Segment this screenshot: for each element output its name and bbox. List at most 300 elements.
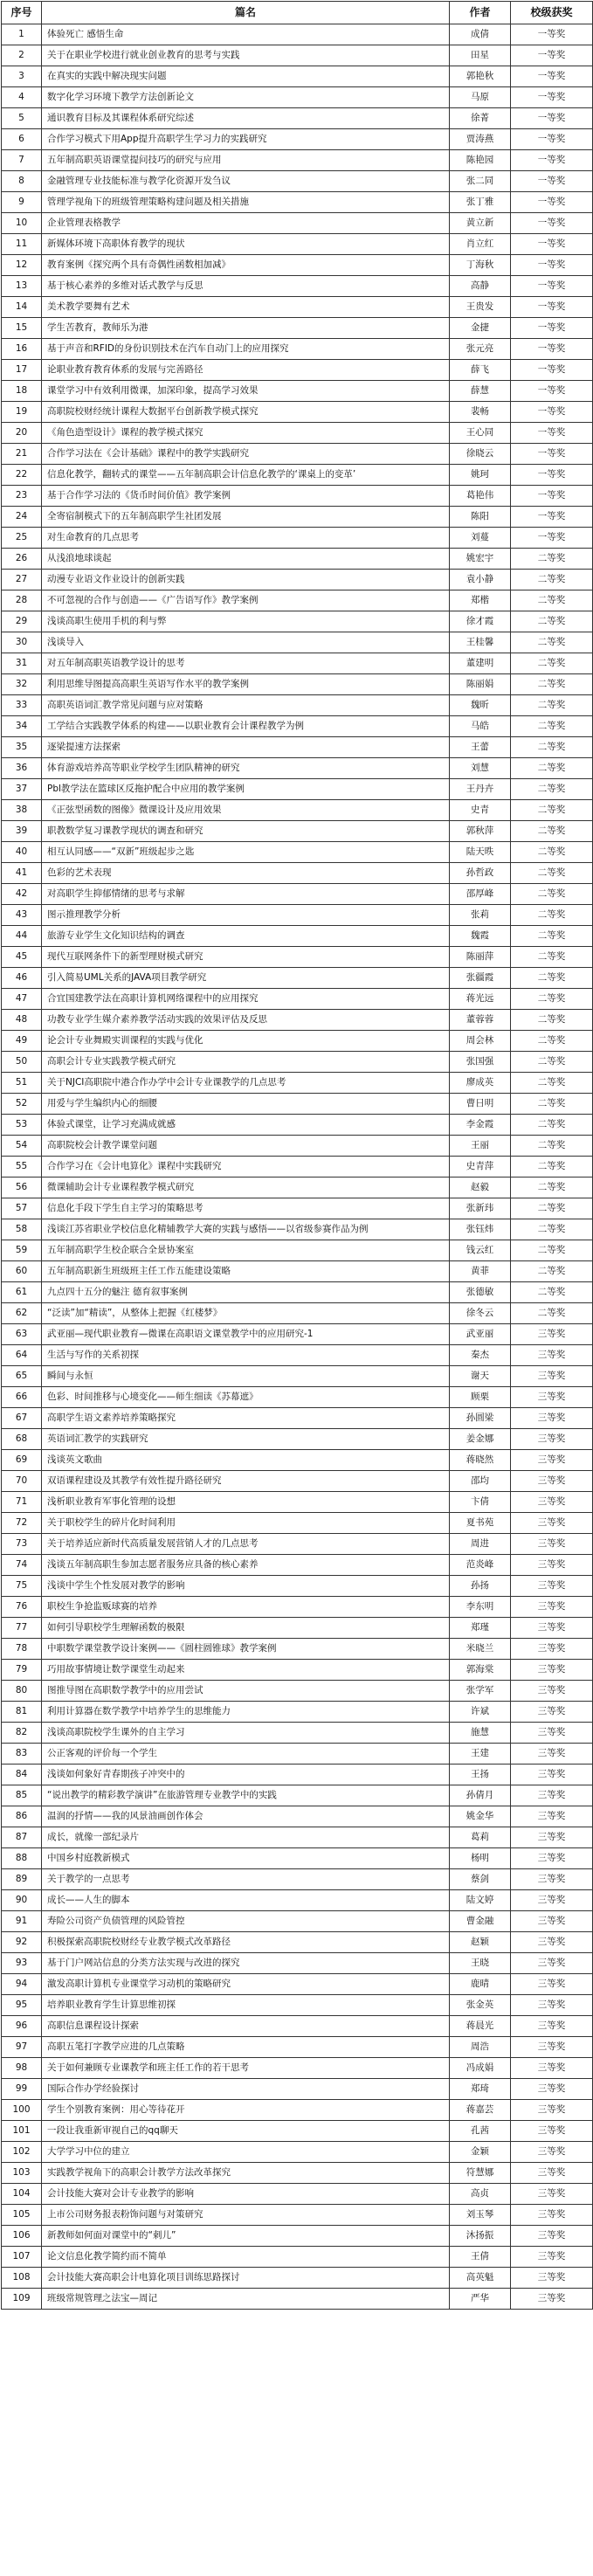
row-award: 三等奖: [511, 1471, 593, 1492]
row-author: 孙哲政: [450, 863, 511, 884]
table-row: [2, 737, 593, 758]
row-number: 87: [2, 1827, 42, 1848]
row-award: 一等奖: [511, 24, 593, 45]
row-author: 刘慧: [450, 758, 511, 779]
row-author: 秦杰: [450, 1345, 511, 1366]
row-award: 二等奖: [511, 1261, 593, 1282]
row-number: 52: [2, 1094, 42, 1115]
table-row: [2, 905, 593, 926]
table-row: [2, 1031, 593, 1052]
row-number: 65: [2, 1366, 42, 1387]
row-title: 新媒体环境下高职体育教学的现状: [42, 234, 450, 255]
row-award: 三等奖: [511, 1765, 593, 1785]
row-title: 关于职校学生的碎片化时间利用: [42, 1513, 450, 1534]
row-author: 郑楷: [450, 590, 511, 611]
row-award: 三等奖: [511, 1387, 593, 1408]
table-row: [2, 716, 593, 737]
row-number: 68: [2, 1429, 42, 1450]
row-number: 41: [2, 863, 42, 884]
row-award: 三等奖: [511, 2058, 593, 2079]
row-title: 高职信息课程设计探索: [42, 2016, 450, 2037]
row-number: 55: [2, 1157, 42, 1178]
table-row: [2, 863, 593, 884]
table-row: [2, 1366, 593, 1387]
row-number: 61: [2, 1282, 42, 1303]
row-author: 史青萍: [450, 1157, 511, 1178]
table-row: [2, 549, 593, 570]
row-author: 武亚丽: [450, 1324, 511, 1345]
table-row: [2, 1052, 593, 1073]
row-award: 二等奖: [511, 1157, 593, 1178]
table-row: [2, 611, 593, 632]
row-number: 42: [2, 884, 42, 905]
row-author: 高静: [450, 276, 511, 297]
row-title: 学生个别教育案例：用心等待花开: [42, 2100, 450, 2121]
row-title: 五年制高职学生校企联合全景协案室: [42, 1240, 450, 1261]
row-award: 三等奖: [511, 1932, 593, 1953]
row-award: 一等奖: [511, 276, 593, 297]
row-number: 46: [2, 968, 42, 989]
header-title: 篇名: [42, 2, 450, 24]
row-award: 三等奖: [511, 1848, 593, 1869]
row-award: 二等奖: [511, 1052, 593, 1073]
row-number: 95: [2, 1995, 42, 2016]
row-author: 徐冬云: [450, 1303, 511, 1324]
row-number: 103: [2, 2163, 42, 2184]
row-author: 邵厚峰: [450, 884, 511, 905]
table-row: [2, 1094, 593, 1115]
row-author: 蔡剑: [450, 1869, 511, 1890]
table-row: [2, 1702, 593, 1723]
row-number: 57: [2, 1198, 42, 1219]
row-title: 色彩的艺术表现: [42, 863, 450, 884]
row-author: 郑瑾: [450, 1618, 511, 1639]
row-author: 张丁雅: [450, 192, 511, 213]
row-award: 一等奖: [511, 339, 593, 360]
row-number: 43: [2, 905, 42, 926]
row-title: 基于门户网站信息的分类方法实现与改进的探究: [42, 1953, 450, 1974]
row-author: 董建明: [450, 653, 511, 674]
row-author: 王丽: [450, 1136, 511, 1157]
row-author: 孙扬: [450, 1576, 511, 1597]
row-title: 武亚丽—现代职业教育—微课在高职语文课堂教学中的应用研究-1: [42, 1324, 450, 1345]
row-author: 夏书苑: [450, 1513, 511, 1534]
table-row: [2, 1261, 593, 1282]
row-title: 高职院校财经统计课程大数据平台创新教学模式探究: [42, 402, 450, 423]
table-row: [2, 1827, 593, 1848]
row-number: 32: [2, 674, 42, 695]
row-title: 中职数学课堂教学设计案例——《圆柱圆锥球》教学案例: [42, 1639, 450, 1660]
row-title: 信息化教学，翻转式的课堂——五年制高职会计信息化教学的‘课桌上的变革’: [42, 465, 450, 486]
row-author: 王贵发: [450, 297, 511, 318]
row-number: 7: [2, 150, 42, 171]
row-award: 二等奖: [511, 611, 593, 632]
row-award: 一等奖: [511, 297, 593, 318]
table-row: [2, 129, 593, 150]
table-row: [2, 968, 593, 989]
row-number: 47: [2, 989, 42, 1010]
row-number: 92: [2, 1932, 42, 1953]
row-award: 三等奖: [511, 1911, 593, 1932]
row-award: 三等奖: [511, 1806, 593, 1827]
table-row: [2, 150, 593, 171]
row-number: 12: [2, 255, 42, 276]
row-award: 二等奖: [511, 695, 593, 716]
table-row: [2, 276, 593, 297]
row-title: 合作学习法在《会计基础》课程中的教学实践研究: [42, 444, 450, 465]
row-number: 49: [2, 1031, 42, 1052]
row-number: 81: [2, 1702, 42, 1723]
table-row: [2, 381, 593, 402]
row-author: 肖立红: [450, 234, 511, 255]
row-author: 魏昕: [450, 695, 511, 716]
row-title: 合作学习在《会计电算化》课程中实践研究: [42, 1157, 450, 1178]
row-author: 郭秋萍: [450, 821, 511, 842]
row-author: 张二同: [450, 171, 511, 192]
row-author: 孙圆梁: [450, 1408, 511, 1429]
row-title: 动漫专业语文作业设计的创新实践: [42, 570, 450, 590]
row-award: 三等奖: [511, 1408, 593, 1429]
row-title: 双语课程建设及其教学有效性提升路径研究: [42, 1471, 450, 1492]
row-author: 王心同: [450, 423, 511, 444]
table-row: [2, 1618, 593, 1639]
table-row: [2, 1576, 593, 1597]
row-title: 高职院校会计教学课堂问题: [42, 1136, 450, 1157]
row-author: 马皓: [450, 716, 511, 737]
row-title: 英语词汇教学的实践研究: [42, 1429, 450, 1450]
row-number: 70: [2, 1471, 42, 1492]
row-title: 如何引导职校学生理解函数的极限: [42, 1618, 450, 1639]
row-author: 金颖: [450, 2142, 511, 2163]
table-row: [2, 1660, 593, 1681]
row-award: 三等奖: [511, 1995, 593, 2016]
row-author: 鹿晴: [450, 1974, 511, 1995]
table-row: [2, 1219, 593, 1240]
row-award: 三等奖: [511, 1513, 593, 1534]
row-number: 89: [2, 1869, 42, 1890]
row-author: 张金英: [450, 1995, 511, 2016]
table-row: [2, 821, 593, 842]
row-title: 生活与写作的关系初探: [42, 1345, 450, 1366]
row-title: 国际合作办学经验探讨: [42, 2079, 450, 2100]
row-award: 二等奖: [511, 779, 593, 800]
row-author: 曹金融: [450, 1911, 511, 1932]
row-author: 张莉: [450, 905, 511, 926]
row-title: 五年制高职新生班级班主任工作五能建设策略: [42, 1261, 450, 1282]
row-author: 曹日明: [450, 1094, 511, 1115]
row-title: 全寄宿制模式下的五年制高职学生社团发展: [42, 507, 450, 528]
row-number: 91: [2, 1911, 42, 1932]
row-author: 郭艳秋: [450, 66, 511, 87]
row-award: 三等奖: [511, 1366, 593, 1387]
table-row: [2, 528, 593, 549]
row-number: 69: [2, 1450, 42, 1471]
row-award: 一等奖: [511, 45, 593, 66]
row-award: 二等奖: [511, 1115, 593, 1136]
table-row: [2, 1953, 593, 1974]
row-title: 现代互联网条件下的新型理财模式研究: [42, 947, 450, 968]
row-award: 三等奖: [511, 1681, 593, 1702]
row-number: 3: [2, 66, 42, 87]
table-row: [2, 1115, 593, 1136]
row-award: 一等奖: [511, 402, 593, 423]
row-award: 一等奖: [511, 66, 593, 87]
row-award: 三等奖: [511, 1492, 593, 1513]
row-number: 48: [2, 1010, 42, 1031]
row-author: 陈艳园: [450, 150, 511, 171]
row-award: 一等奖: [511, 528, 593, 549]
row-award: 二等奖: [511, 1198, 593, 1219]
row-author: 马原: [450, 87, 511, 108]
row-title: 浅谈导入: [42, 632, 450, 653]
table-row: [2, 192, 593, 213]
row-title: 巧用故事情境让数学课堂生动起来: [42, 1660, 450, 1681]
row-award: 三等奖: [511, 1534, 593, 1555]
header-award: 校级获奖: [511, 2, 593, 24]
row-award: 三等奖: [511, 1953, 593, 1974]
table-row: [2, 1744, 593, 1765]
row-number: 97: [2, 2037, 42, 2058]
row-number: 28: [2, 590, 42, 611]
table-row: [2, 926, 593, 947]
table-row: [2, 947, 593, 968]
row-number: 78: [2, 1639, 42, 1660]
table-row: [2, 884, 593, 905]
row-award: 三等奖: [511, 2205, 593, 2226]
row-award: 二等奖: [511, 1010, 593, 1031]
table-row: [2, 1534, 593, 1555]
row-number: 76: [2, 1597, 42, 1618]
row-award: 三等奖: [511, 1555, 593, 1576]
table-row: [2, 758, 593, 779]
row-award: 三等奖: [511, 1974, 593, 1995]
row-author: 高英魁: [450, 2268, 511, 2289]
row-award: 一等奖: [511, 192, 593, 213]
row-number: 1: [2, 24, 42, 45]
row-title: 关于培养适应新时代高质量发展营销人才的几点思考: [42, 1534, 450, 1555]
row-award: 二等奖: [511, 549, 593, 570]
table-row: [2, 1073, 593, 1094]
table-row: [2, 1178, 593, 1198]
row-author: 姚珂: [450, 465, 511, 486]
row-award: 三等奖: [511, 1869, 593, 1890]
row-author: 史青: [450, 800, 511, 821]
row-number: 34: [2, 716, 42, 737]
row-author: 丁海秋: [450, 255, 511, 276]
row-title: 功教专业学生媒介素养教学活动实践的效果评估及反思: [42, 1010, 450, 1031]
row-award: 一等奖: [511, 465, 593, 486]
row-number: 63: [2, 1324, 42, 1345]
row-author: 卞倩: [450, 1492, 511, 1513]
table-row: [2, 1974, 593, 1995]
row-title: 浅谈高职院校学生课外的自主学习: [42, 1723, 450, 1744]
row-title: 对生命教育的几点思考: [42, 528, 450, 549]
table-row: [2, 1513, 593, 1534]
row-number: 17: [2, 360, 42, 381]
row-award: 三等奖: [511, 1429, 593, 1450]
row-number: 75: [2, 1576, 42, 1597]
row-title: 大学学习中位的建立: [42, 2142, 450, 2163]
row-title: 中国乡村庭教新模式: [42, 1848, 450, 1869]
row-award: 二等奖: [511, 926, 593, 947]
header-author: 作者: [450, 2, 511, 24]
table-row: [2, 632, 593, 653]
row-title: 浅谈中学生个性发展对教学的影响: [42, 1576, 450, 1597]
row-award: 二等奖: [511, 947, 593, 968]
row-author: 陆文婷: [450, 1890, 511, 1911]
row-title: 教育案例《探究两个具有奇偶性函数相加减》: [42, 255, 450, 276]
row-award: 二等奖: [511, 1219, 593, 1240]
row-number: 93: [2, 1953, 42, 1974]
row-award: 三等奖: [511, 2163, 593, 2184]
row-number: 25: [2, 528, 42, 549]
row-title: 学生苦教育，教师乐为港: [42, 318, 450, 339]
row-author: 周会林: [450, 1031, 511, 1052]
row-title: 图示推理教学分析: [42, 905, 450, 926]
row-number: 101: [2, 2121, 42, 2142]
row-title: 对五年制高职英语教学设计的思考: [42, 653, 450, 674]
row-number: 5: [2, 108, 42, 129]
row-number: 102: [2, 2142, 42, 2163]
row-number: 39: [2, 821, 42, 842]
row-author: 范炎峰: [450, 1555, 511, 1576]
row-author: 沐扬振: [450, 2226, 511, 2247]
row-number: 21: [2, 444, 42, 465]
row-number: 77: [2, 1618, 42, 1639]
row-number: 107: [2, 2247, 42, 2268]
row-number: 58: [2, 1219, 42, 1240]
table-row: [2, 2121, 593, 2142]
table-row: [2, 1911, 593, 1932]
table-row: [2, 1492, 593, 1513]
row-title: 高职五笔打字教学应进的几点策略: [42, 2037, 450, 2058]
row-title: 基于声音和RFID的身份识别技术在汽车自动门上的应用探究: [42, 339, 450, 360]
row-award: 二等奖: [511, 674, 593, 695]
row-award: 三等奖: [511, 1660, 593, 1681]
row-number: 2: [2, 45, 42, 66]
table-row: [2, 2058, 593, 2079]
row-author: 董蓉蓉: [450, 1010, 511, 1031]
row-author: 蒋晨光: [450, 2016, 511, 2037]
row-author: 赵毅: [450, 1178, 511, 1198]
row-title: 关于教学的一点思考: [42, 1869, 450, 1890]
row-author: 葛艳伟: [450, 486, 511, 507]
row-title: 逐梁提速方法探索: [42, 737, 450, 758]
row-award: 三等奖: [511, 1702, 593, 1723]
row-author: 符慧娜: [450, 2163, 511, 2184]
row-author: 魏霞: [450, 926, 511, 947]
row-number: 64: [2, 1345, 42, 1366]
row-number: 36: [2, 758, 42, 779]
row-number: 27: [2, 570, 42, 590]
table-row: [2, 695, 593, 716]
row-author: 许斌: [450, 1702, 511, 1723]
row-author: 徐菁: [450, 108, 511, 129]
row-award: 一等奖: [511, 444, 593, 465]
table-row: [2, 1597, 593, 1618]
row-number: 80: [2, 1681, 42, 1702]
table-row: [2, 1471, 593, 1492]
table-row: [2, 1450, 593, 1471]
table-row: [2, 2184, 593, 2205]
table-row: [2, 1785, 593, 1806]
table-row: [2, 1848, 593, 1869]
row-author: 周浩: [450, 2037, 511, 2058]
row-title: 高职英语词汇教学常见问题与应对策略: [42, 695, 450, 716]
row-award: 三等奖: [511, 2079, 593, 2100]
row-number: 8: [2, 171, 42, 192]
row-author: 田星: [450, 45, 511, 66]
row-author: 赵颖: [450, 1932, 511, 1953]
row-title: 《角色造型设计》课程的教学模式探究: [42, 423, 450, 444]
table-row: [2, 1010, 593, 1031]
row-title: 合宜国建教学法在高职计算机网络课程中的应用探究: [42, 989, 450, 1010]
row-number: 14: [2, 297, 42, 318]
row-title: 浅谈如何象好青春期孩子冲突中的: [42, 1765, 450, 1785]
table-row: [2, 1408, 593, 1429]
row-award: 三等奖: [511, 1345, 593, 1366]
row-title: 会计技能大赛对会计专业教学的影响: [42, 2184, 450, 2205]
row-author: 徐晓云: [450, 444, 511, 465]
row-number: 37: [2, 779, 42, 800]
row-title: 微课辅助会计专业课程教学模式研究: [42, 1178, 450, 1198]
table-row: [2, 360, 593, 381]
row-title: Pbl教学法在篮球区反拖护配合中应用的教学案例: [42, 779, 450, 800]
row-award: 三等奖: [511, 2289, 593, 2310]
table-row: [2, 1198, 593, 1219]
table-row: [2, 297, 593, 318]
row-title: 浅谈五年制高职生参加志愿者服务应具备的核心素养: [42, 1555, 450, 1576]
row-award: 二等奖: [511, 653, 593, 674]
table-row: [2, 2163, 593, 2184]
row-award: 二等奖: [511, 1094, 593, 1115]
row-title: 浅谈江苏省职业学校信息化精辅教学大赛的实践与感悟——以省级参赛作品为例: [42, 1219, 450, 1240]
row-award: 一等奖: [511, 381, 593, 402]
row-author: 葛莉: [450, 1827, 511, 1848]
row-title: 高职会计专业实践教学模式研究: [42, 1052, 450, 1073]
row-author: 孔茜: [450, 2121, 511, 2142]
row-title: 瞬间与永恒: [42, 1366, 450, 1387]
row-title: 不可忽视的合作与创造——《广告语写作》教学案例: [42, 590, 450, 611]
row-author: 薛慧: [450, 381, 511, 402]
row-number: 6: [2, 129, 42, 150]
table-row: [2, 1136, 593, 1157]
table-row: [2, 213, 593, 234]
row-title: 合作学习模式下用App提升高职学生学习力的实践研究: [42, 129, 450, 150]
row-title: 实践教学视角下的高职会计教学方法改革探究: [42, 2163, 450, 2184]
row-author: 张国强: [450, 1052, 511, 1073]
table-row: [2, 255, 593, 276]
row-award: 三等奖: [511, 2247, 593, 2268]
row-title: 职校生争抢监贩球赛的培养: [42, 1597, 450, 1618]
row-author: 杨明: [450, 1848, 511, 1869]
row-award: 二等奖: [511, 821, 593, 842]
table-row: [2, 318, 593, 339]
row-author: 施慧: [450, 1723, 511, 1744]
row-author: 陈丽萍: [450, 947, 511, 968]
row-number: 22: [2, 465, 42, 486]
table-row: [2, 339, 593, 360]
row-award: 二等奖: [511, 1073, 593, 1094]
table-row: [2, 989, 593, 1010]
row-number: 31: [2, 653, 42, 674]
row-award: 三等奖: [511, 1324, 593, 1345]
row-title: 五年制高职英语课堂提问技巧的研究与应用: [42, 150, 450, 171]
row-award: 二等奖: [511, 1136, 593, 1157]
row-award: 三等奖: [511, 1576, 593, 1597]
row-author: 陈阳: [450, 507, 511, 528]
row-award: 二等奖: [511, 905, 593, 926]
